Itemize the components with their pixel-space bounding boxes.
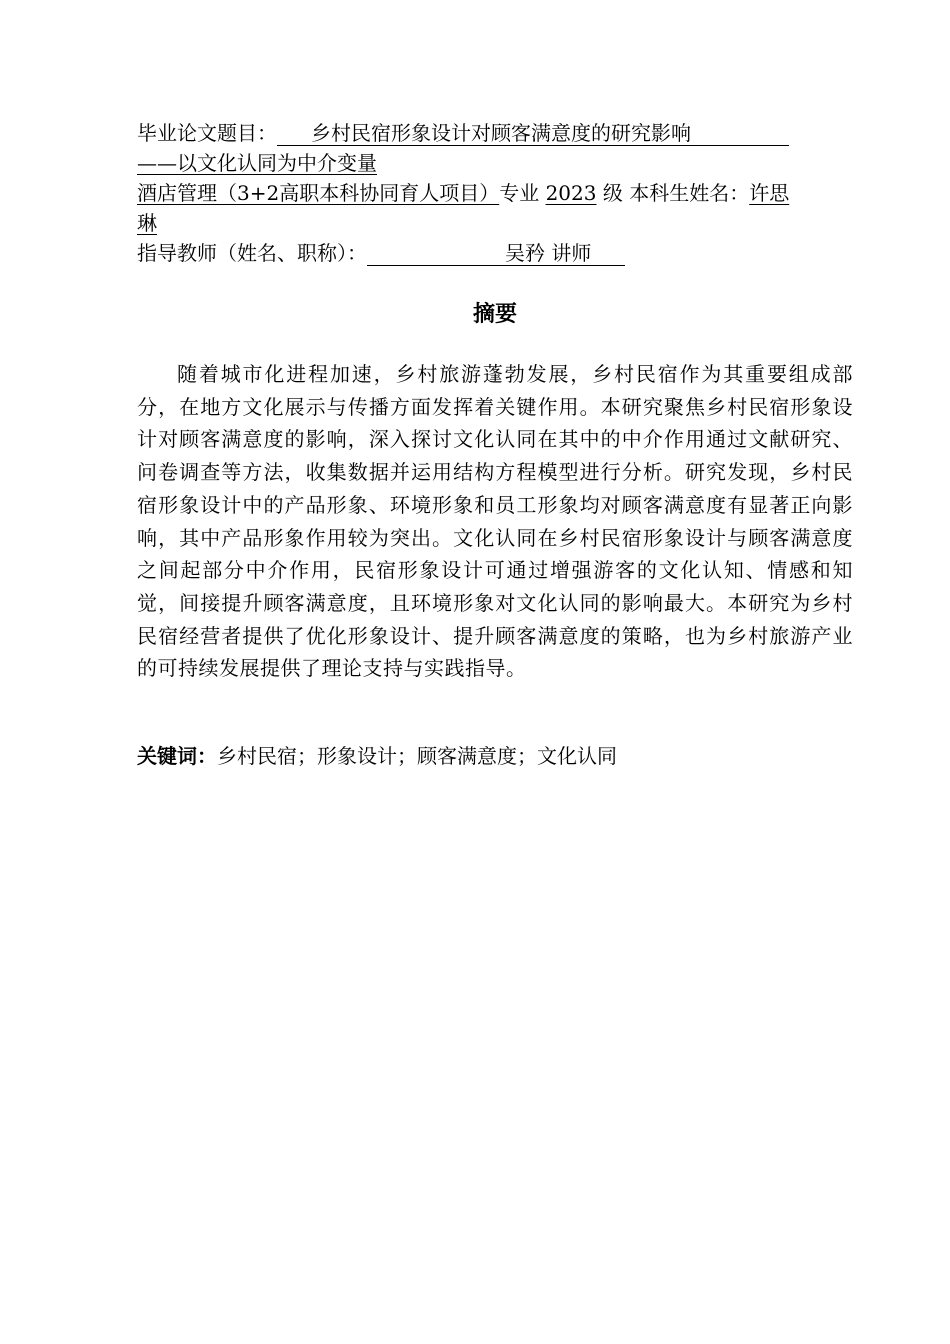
advisor-line [137,238,853,268]
keywords-line [137,741,853,771]
thesis-subtitle: ——以文化认同为中介变量 [137,151,377,175]
advisor-label: 指导教师（姓名、职称）： [137,241,367,265]
student-name-wrap-line [137,208,853,238]
thesis-title: 乡村民宿形象设计对顾客满意度的研究影响 [277,121,789,146]
thesis-subtitle-line [137,148,853,178]
abstract-heading: 摘要 [472,302,517,327]
major-line [137,178,853,208]
keywords-label: 关键词： [137,744,217,768]
grade-label: 级 本科生姓名： [602,181,750,205]
major-suffix: 专业 [499,181,540,205]
student-name-part2: 琳 [137,211,157,235]
thesis-title-label: 毕业论文题目： [137,121,277,145]
major-name: 酒店管理（3+2高职本科协同育人项目） [137,181,500,205]
advisor-name: 吴矜 讲师 [367,241,625,266]
abstract-body: 随着城市化进程加速，乡村旅游蓬勃发展，乡村民宿作为其重要组成部分，在地方文化展示与传播方面发挥着关键作用。本研究聚焦乡村民宿形象设计对顾客满意度的影响，深入探讨文化认同在其中的中介作用通过文献研究、问卷调查等方法，收集数据并运用结构方程模型进行分析。研究发现，乡村民宿形象设计中的产品形象、环境形象和员工形象均对顾客满意度有显著正向影响，其中产品形象作用较为突出。文化认同在乡村民宿形象设计与顾客满意度之间起部分中介作用，民宿形象设计可通过增强游客的文化认知、情感和知觉，间接提升顾客满意度，且环境形象对文化认同的影响最大。本研究为乡村民宿经营者提供了优化形象设计、提升顾客满意度的策略，也为乡村旅游产业的可持续发展提供了理论支持与实践指导。 [137,362,853,681]
enrollment-year: 2023 [545,181,597,205]
student-name-part1: 许思 [749,181,790,205]
thesis-info-block [137,118,853,268]
keywords-value: 乡村民宿；形象设计；顾客满意度；文化认同 [217,744,617,768]
thesis-title-line [137,118,853,148]
